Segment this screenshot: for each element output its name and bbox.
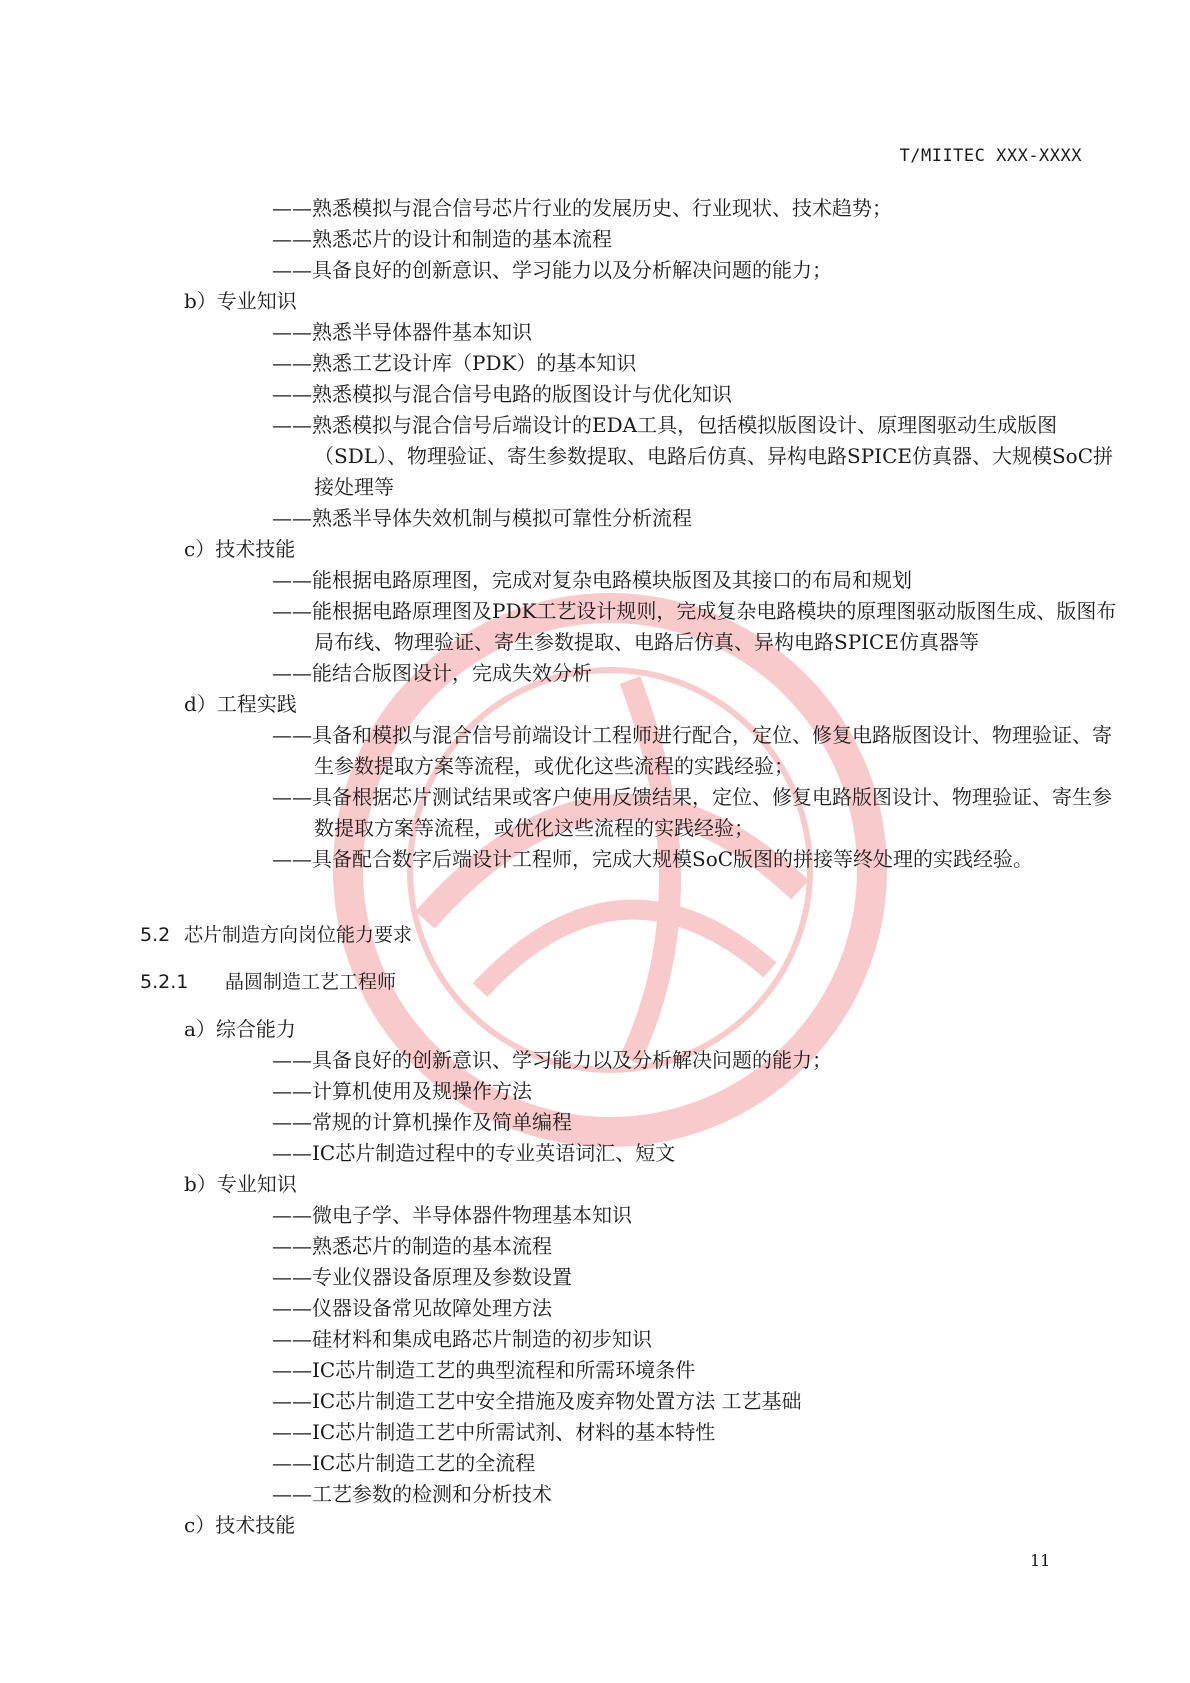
list-item: ——熟悉芯片的制造的基本流程 (272, 1234, 552, 1258)
list-item: ——熟悉模拟与混合信号后端设计的EDA工具，包括模拟版图设计、原理图驱动生成版图（SDL）、物理验证、寄生参数提取、电路后仿真、异构电路SPICE仿真器、大规模SoC拼接处理等 (272, 413, 1114, 499)
section-heading-5-2-1 (140, 967, 1040, 998)
list-item: ——具备良好的创新意识、学习能力以及分析解决问题的能力； (272, 1048, 832, 1072)
list-item: ——IC芯片制造工艺中所需试剂、材料的基本特性 (272, 1420, 716, 1444)
page-number: 11 (1030, 1551, 1051, 1570)
sub-heading-technical-skills: c）技术技能 (184, 1513, 296, 1537)
section-number: 5.2.1 (140, 971, 189, 993)
list-item: ——能根据电路原理图及PDK工艺设计规则，完成复杂电路模块的原理图驱动版图生成、版图布局布线、物理验证、寄生参数提取、电路后仿真、异构电路SPICE仿真器等 (272, 599, 1117, 654)
list-item: ——具备配合数字后端设计工程师，完成大规模SoC版图的拼接等终处理的实践经验。 (272, 847, 1034, 871)
sub-heading-technical-skills: c）技术技能 (184, 537, 296, 561)
document-code: T/MIITEC XXX-XXXX (899, 146, 1082, 166)
list-item: ——IC芯片制造工艺的全流程 (272, 1451, 536, 1475)
list-item: ——能结合版图设计，完成失效分析 (272, 661, 592, 685)
list-item: ——常规的计算机操作及简单编程 (272, 1110, 572, 1134)
list-item: ——仪器设备常见故障处理方法 (272, 1296, 552, 1320)
list-item: ——IC芯片制造过程中的专业英语词汇、短文 (272, 1141, 676, 1165)
sub-heading-professional-knowledge: b）专业知识 (184, 289, 297, 313)
list-item: ——熟悉芯片的设计和制造的基本流程 (272, 227, 612, 251)
list-item: ——熟悉半导体失效机制与模拟可靠性分析流程 (272, 506, 692, 530)
list-item: ——计算机使用及规操作方法 (272, 1079, 532, 1103)
list-item: ——具备根据芯片测试结果或客户使用反馈结果，定位、修复电路版图设计、物理验证、寄生参数提取方案等流程，或优化这些流程的实践经验； (272, 785, 1112, 840)
sub-heading-comprehensive-ability: a）综合能力 (184, 1017, 296, 1041)
section-number: 5.2 (140, 924, 171, 946)
list-item: ——熟悉半导体器件基本知识 (272, 320, 532, 344)
sub-heading-professional-knowledge: b）专业知识 (184, 1172, 297, 1196)
list-item: ——工艺参数的检测和分析技术 (272, 1482, 552, 1506)
list-item: ——IC芯片制造工艺中安全措施及废弃物处置方法 工艺基础 (272, 1389, 802, 1413)
list-item: ——硅材料和集成电路芯片制造的初步知识 (272, 1327, 652, 1351)
list-item: ——能根据电路原理图，完成对复杂电路模块版图及其接口的布局和规划 (272, 568, 912, 592)
document-body (0, 193, 1190, 1541)
section-heading-5-2 (140, 920, 1040, 951)
section-title: 芯片制造方向岗位能力要求 (184, 924, 413, 946)
section-title: 晶圆制造工艺工程师 (225, 971, 397, 993)
list-item: ——熟悉工艺设计库（PDK）的基本知识 (272, 351, 637, 375)
list-item: ——微电子学、半导体器件物理基本知识 (272, 1203, 632, 1227)
list-item: ——IC芯片制造工艺的典型流程和所需环境条件 (272, 1358, 696, 1382)
list-item: ——专业仪器设备原理及参数设置 (272, 1265, 572, 1289)
list-item: ——具备良好的创新意识、学习能力以及分析解决问题的能力； (272, 258, 832, 282)
list-item: ——熟悉模拟与混合信号芯片行业的发展历史、行业现状、技术趋势； (272, 196, 892, 220)
list-item: ——熟悉模拟与混合信号电路的版图设计与优化知识 (272, 382, 732, 406)
sub-heading-engineering-practice: d）工程实践 (184, 692, 297, 716)
list-item: ——具备和模拟与混合信号前端设计工程师进行配合，定位、修复电路版图设计、物理验证、寄生参数提取方案等流程，或优化这些流程的实践经验； (272, 723, 1112, 778)
